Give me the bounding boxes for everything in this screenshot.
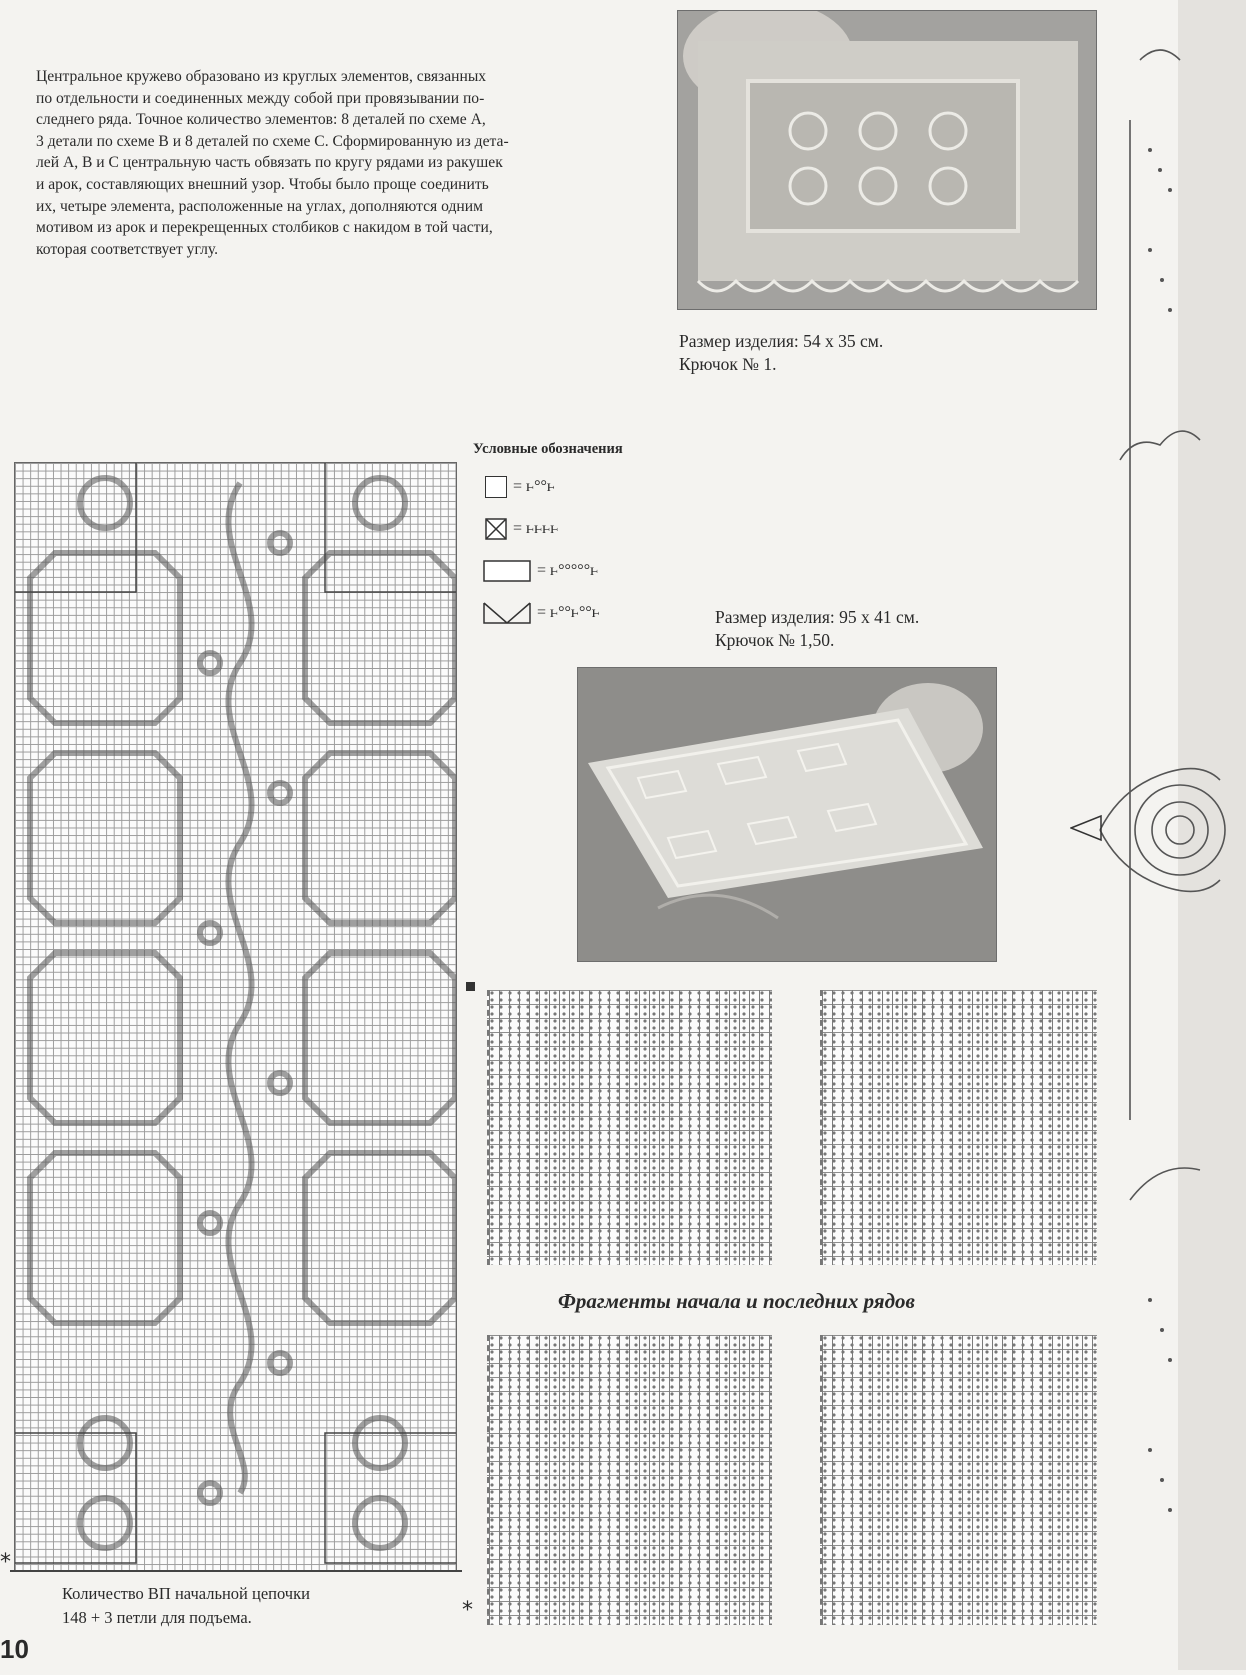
legend-equals: = bbox=[513, 520, 523, 537]
runner-caption bbox=[715, 606, 919, 652]
runner-photo bbox=[577, 667, 997, 962]
intro-paragraph bbox=[36, 66, 626, 260]
legend-equals: = bbox=[537, 562, 547, 579]
start-marker-icon bbox=[466, 982, 475, 991]
legend-item bbox=[483, 598, 600, 628]
wide-rectangle-icon bbox=[483, 560, 531, 582]
runner-photo-art bbox=[578, 668, 996, 961]
crossed-square-icon bbox=[485, 518, 507, 540]
intro-line: которая соответствует углу. bbox=[36, 240, 218, 258]
doily-photo-art bbox=[678, 11, 1096, 309]
intro-line: и арок, составляющих внешний узор. Чтобы было проще соединить bbox=[36, 175, 489, 193]
doily-hook: Крючок № 1. bbox=[679, 354, 777, 374]
footer-line-2: 148 + 3 петли для подъема. bbox=[62, 1608, 252, 1627]
fragments-title: Фрагменты начала и последних рядов bbox=[558, 1289, 915, 1313]
footer-line-1: Количество ВП начальной цепочки bbox=[62, 1584, 310, 1603]
legend-notation: ⱶⱶⱶⱶ bbox=[526, 520, 559, 537]
legend-notation: ⱶ°°°°°ⱶ bbox=[550, 562, 599, 579]
v-shape-icon bbox=[483, 602, 531, 624]
runner-size: Размер изделия: 95 х 41 см. bbox=[715, 607, 920, 627]
edge-diagram bbox=[1070, 0, 1246, 1670]
page-number: 10 bbox=[0, 1634, 29, 1664]
chart-baseline bbox=[10, 1570, 462, 1572]
legend-title: Условные обозначения bbox=[473, 441, 623, 457]
fragment-top-right bbox=[820, 990, 1097, 1265]
intro-line: мотивом из арок и перекрещенных столбиков с накидом в той части, bbox=[36, 219, 493, 237]
fragment-star-mark: * bbox=[462, 1598, 473, 1623]
edge-diagram-art bbox=[1070, 0, 1246, 1670]
legend-equals: = bbox=[513, 478, 523, 495]
intro-line: 3 детали по схеме В и 8 деталей по схеме С. Сформированную из дета- bbox=[36, 132, 509, 150]
fragment-top-left bbox=[487, 990, 772, 1265]
legend-item bbox=[483, 556, 600, 586]
legend-item bbox=[485, 472, 600, 502]
runner-hook: Крючок № 1,50. bbox=[715, 630, 835, 650]
legend-notation: ⱶ°°ⱶ°°ⱶ bbox=[550, 604, 600, 621]
doily-photo bbox=[677, 10, 1097, 310]
intro-line: их, четыре элемента, расположенные на углах, дополняются одним bbox=[36, 197, 483, 215]
footer-note bbox=[62, 1582, 310, 1630]
fragment-bottom-left bbox=[487, 1335, 772, 1625]
legend-item bbox=[485, 514, 600, 544]
intro-line: следнего ряда. Точное количество элементов: 8 деталей по схеме А, bbox=[36, 111, 486, 129]
fragment-bottom-right bbox=[820, 1335, 1097, 1625]
legend bbox=[485, 472, 600, 628]
doily-size: Размер изделия: 54 х 35 см. bbox=[679, 331, 884, 351]
doily-caption bbox=[679, 330, 883, 376]
filet-motif-overlay bbox=[15, 463, 456, 1571]
empty-square-icon bbox=[485, 476, 507, 498]
legend-equals: = bbox=[537, 604, 547, 621]
intro-line: по отдельности и соединенных между собой при провязывании по- bbox=[36, 89, 485, 107]
intro-line: лей А, В и С центральную часть обвязать по кругу рядами из ракушек bbox=[36, 154, 503, 172]
filet-chart bbox=[14, 462, 457, 1572]
intro-line: Центральное кружево образовано из круглых элементов, связанных bbox=[36, 68, 487, 85]
legend-notation: ⱶ°°ⱶ bbox=[526, 478, 555, 495]
start-star-mark: * bbox=[0, 1550, 11, 1575]
